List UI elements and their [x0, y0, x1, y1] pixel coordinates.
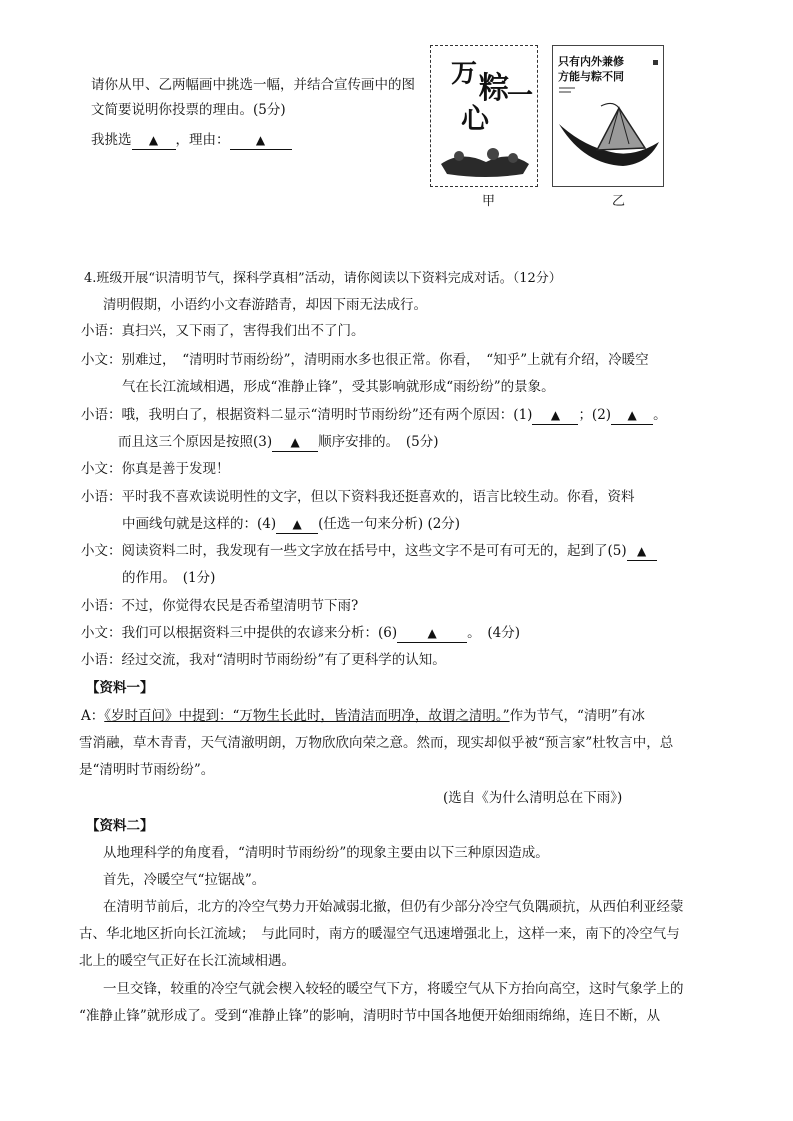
- q4-line-6: 而且这三个原因是按照(3) ▲ 顺序安排的。 (5分): [118, 434, 439, 450]
- poster-jia-char-1: 万: [451, 59, 478, 89]
- poster-yi-art: [553, 46, 663, 186]
- choose-blank[interactable]: ▲: [132, 131, 176, 150]
- q4-line-12: 小语：不过，你觉得农民是否希望清明节下雨?: [81, 598, 359, 614]
- material-1-underlined-quote: 《岁时百问》中提到：“万物生长此时，皆清洁而明净，故谓之清明。”: [104, 708, 510, 724]
- poster-jia-art: [431, 46, 537, 186]
- blank-5[interactable]: ▲: [627, 542, 657, 561]
- q4-intro: 4.班级开展“识清明节气，探科学真相”活动，请你阅读以下资料完成对话。（12分）: [84, 271, 562, 286]
- material-1-para-line-3: 是“清明时节雨纷纷”。: [79, 762, 215, 778]
- material-1-heading: 【资料一】: [86, 680, 154, 696]
- reason-blank[interactable]: ▲: [230, 131, 292, 150]
- material-2-para-4-line-1: 一旦交锋，较重的冷空气就会楔入较轻的暖空气下方，将暖空气从下方抬向高空，这时气象学上的: [103, 981, 684, 997]
- poster-yi: [552, 45, 664, 187]
- blank-6[interactable]: ▲: [397, 624, 467, 643]
- material-2-para-2: 首先，冷暖空气“拉锯战”。: [103, 872, 266, 888]
- material-2-para-3-line-1: 在清明节前后，北方的冷空气势力开始减弱北撤，但仍有少部分冷空气负隅顽抗，从西伯利亚经蒙: [103, 899, 684, 915]
- blank-2[interactable]: ▲: [611, 406, 653, 425]
- blank-1[interactable]: ▲: [532, 406, 578, 425]
- q3-line2: 文简要说明你投票的理由。(5分): [91, 102, 286, 118]
- material-1-para-line-2: 雪消融，草木青青，天气清澈明朗，万物欣欣向荣之意。然而，现实却似乎被“预言家”杜牧言中，总: [79, 735, 674, 751]
- poster-jia-char-2: 粽: [479, 71, 509, 106]
- material-1-para-line-1: A：《岁时百问》中提到：“万物生长此时，皆清洁而明净，故谓之清明。”作为节气，“清明”有冰: [81, 708, 645, 724]
- q4-line-7: 小文：你真是善于发现！: [81, 461, 230, 477]
- q4-line-1: 清明假期，小语约小文春游踏青，却因下雨无法成行。: [103, 297, 427, 313]
- reason-label: ，理由：: [175, 132, 230, 148]
- q4-line-5: 小语：哦，我明白了，根据资料二显示“清明时节雨纷纷”还有两个原因：(1) ▲ ；(2) ▲ 。: [81, 407, 667, 423]
- poster-jia-caption: 甲: [482, 194, 496, 209]
- q4-line-14: 小语：经过交流，我对“清明时节雨纷纷”有了更科学的认知。: [81, 652, 446, 668]
- q4-line-11: 的作用。 (1分): [122, 570, 216, 586]
- q4-line-2: 小语：真扫兴，又下雨了，害得我们出不了门。: [81, 323, 365, 339]
- choose-label: 我挑选: [91, 132, 132, 148]
- q4-line-3: 小文：别难过， “清明时节雨纷纷”，清明雨水多也很正常。你看， “知乎”上就有介绍，冷暖空: [81, 352, 649, 368]
- q3-answer-line: [91, 131, 292, 150]
- poster-jia: [430, 45, 538, 187]
- q4-line-4: 气在长江流域相遇，形成“准静止锋”，受其影响就形成“雨纷纷”的景象。: [122, 379, 555, 395]
- poster-jia-char-4: 心: [461, 102, 490, 135]
- blank-4[interactable]: ▲: [276, 515, 318, 534]
- q4-line-9: 中画线句就是这样的：(4) ▲ (任选一句来分析) (2分): [122, 516, 461, 532]
- blank-3[interactable]: ▲: [272, 433, 318, 452]
- material-2-para-3-line-2: 古、华北地区折向长江流域； 与此同时，南方的暖湿空气迅速增强北上，这样一来，南下的冷空气与: [79, 926, 680, 942]
- material-2-para-4-line-2: “准静止锋”就形成了。受到“准静止锋”的影响，清明时节中国各地便开始细雨绵绵，连日不断，从: [79, 1008, 661, 1024]
- poster-yi-title: 只有内外兼修 方能与粽不同: [558, 55, 624, 83]
- material-2-heading: 【资料二】: [86, 818, 154, 834]
- q4-line-13: 小文：我们可以根据资料三中提供的农谚来分析：(6) ▲ 。 (4分): [81, 625, 520, 641]
- material-1-source: (选自《为什么清明总在下雨》): [443, 790, 623, 806]
- q4-line-10: 小文：阅读资料二时，我发现有一些文字放在括号中，这些文字不是可有可无的，起到了(5) ▲: [81, 542, 657, 561]
- q3-line1: 请你从甲、乙两幅画中挑选一幅，并结合宣传画中的图: [91, 77, 415, 93]
- poster-jia-char-3: 一: [507, 81, 534, 111]
- material-2-para-3-line-3: 北上的暖空气正好在长江流域相遇。: [79, 953, 295, 969]
- q4-line-8: 小语：平时我不喜欢读说明性的文字，但以下资料我还挺喜欢的，语言比较生动。你看，资料: [81, 489, 635, 505]
- poster-yi-caption: 乙: [612, 194, 626, 209]
- material-2-para-1: 从地理科学的角度看，“清明时节雨纷纷”的现象主要由以下三种原因造成。: [103, 845, 549, 861]
